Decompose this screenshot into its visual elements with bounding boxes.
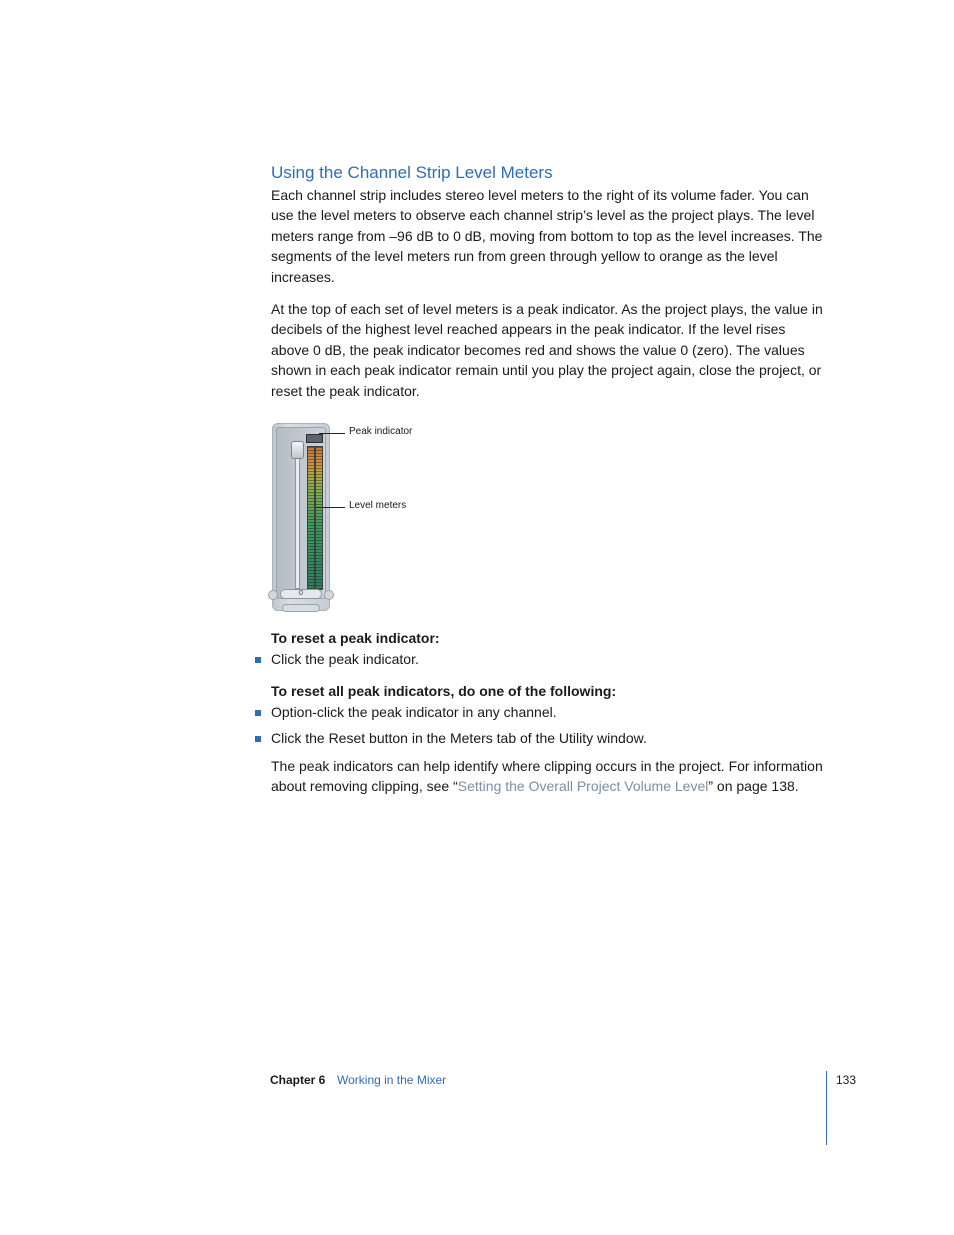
footer-divider [826,1071,827,1145]
footer-chapter-title-link[interactable]: Working in the Mixer [337,1073,447,1087]
footer-chapter-label: Chapter 6 [270,1073,326,1087]
cross-reference-link[interactable]: Setting the Overall Project Volume Level [457,778,709,795]
closing-text-after: ” on page 138. [708,778,799,795]
list-item-text: Click the Reset button in the Meters tab of the Utility window. [271,730,647,746]
bullet-square-icon [255,736,261,742]
pan-value: 0 [280,589,322,599]
channel-strip-image [272,423,330,611]
level-meter-right [316,447,322,589]
task-heading-reset-all: To reset all peak indicators, do one of the following: [271,683,617,699]
closing-text-before: The peak indicators can help identify where clipping occurs in the project. For information about removing clipping, see “ [271,758,823,795]
peak-indicator [306,434,323,443]
closing-paragraph [271,756,827,797]
task-heading-reset-peak: To reset a peak indicator: [271,630,440,646]
peak-indicator-callout: Peak indicator [349,426,413,437]
intro-paragraph: Each channel strip includes stereo level meters to the right of its volume fader. You can use the level meters to observe each channel strip’s level as the project plays. The level meters range from –96 dB to 0 dB, moving from bottom to top as the level increases. The segments of the level meters run from green through yellow to orange as the level increases. [271,187,823,285]
volume-fader-track [295,443,300,589]
level-meters-callout: Level meters [349,500,407,511]
bullet-square-icon [255,710,261,716]
left-knob [269,591,277,599]
bullet-square-icon [255,657,261,663]
right-knob [325,591,333,599]
list-item-text: Click the peak indicator. [271,651,419,667]
list-item-text: Option-click the peak indicator in any channel. [271,704,557,720]
channel-strip-body [276,427,326,599]
meters-callout-line [316,507,345,508]
volume-fader-knob [292,442,303,458]
page-number: 133 [836,1073,857,1087]
section-title: Using the Channel Strip Level Meters [271,163,553,182]
peak-indicator-paragraph: At the top of each set of level meters is a peak indicator. As the project plays, the value in decibels of the highest level reached appears in the peak indicator. If the level rises above 0 dB, the peak indicator becomes red and shows the value 0 (zero). The values shown in each peak indicator remain until you play the project again, close the project, or reset the peak indicator. [271,301,823,399]
strip-buttons [282,604,320,612]
peak-callout-line [319,433,345,434]
level-meter-left [308,447,314,589]
channel-strip-figure [272,421,432,613]
